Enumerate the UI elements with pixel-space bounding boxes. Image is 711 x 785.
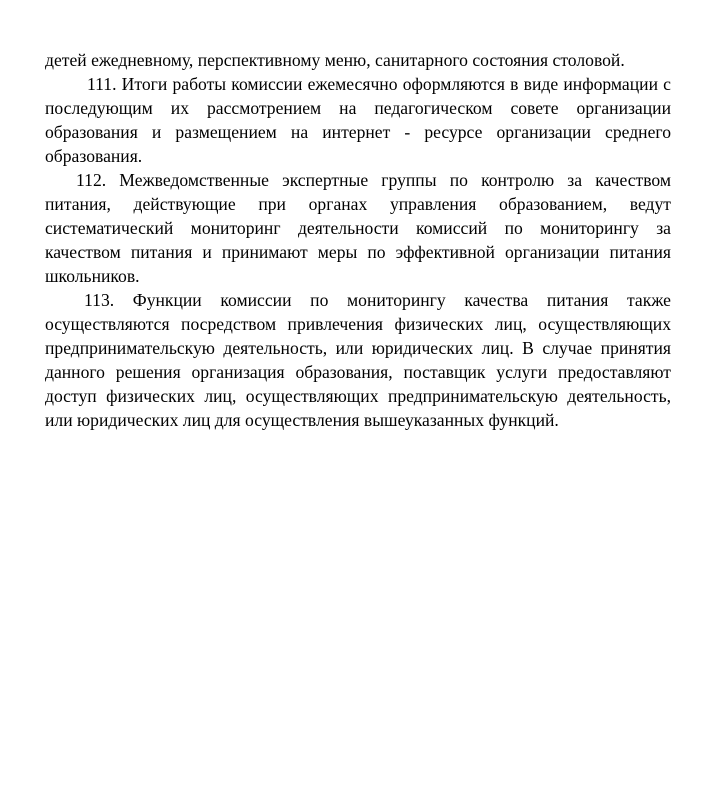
paragraph-111: 111. Итоги работы комиссии ежемесячно оформляются в виде информации с последующим их рассмотрением на педагогическом совете организации образования и размещением на интернет - ресурсе организации среднего образования. [45,74,671,166]
paragraph-continuation: детей ежедневному, перспективному меню, санитарного состояния столовой. [45,50,625,70]
document-body [45,48,671,432]
paragraph-113: 113. Функции комиссии по мониторингу качества питания также осуществляются посредством привлечения физических лиц, осуществляющих предпринимательскую деятельность, или юридических лиц. В случае принятия данного решения организация образования, поставщик услуги предоставляют доступ физических лиц, осуществляющих предпринимательскую деятельность, или юридических лиц для осуществления вышеуказанных функций. [45,290,671,430]
paragraph-112: 112. Межведомственные экспертные группы по контролю за качеством питания, действующие при органах управления образованием, ведут систематический мониторинг деятельности комиссий по мониторингу за качеством питания и принимают меры по эффективной организации питания школьников. [45,170,671,286]
